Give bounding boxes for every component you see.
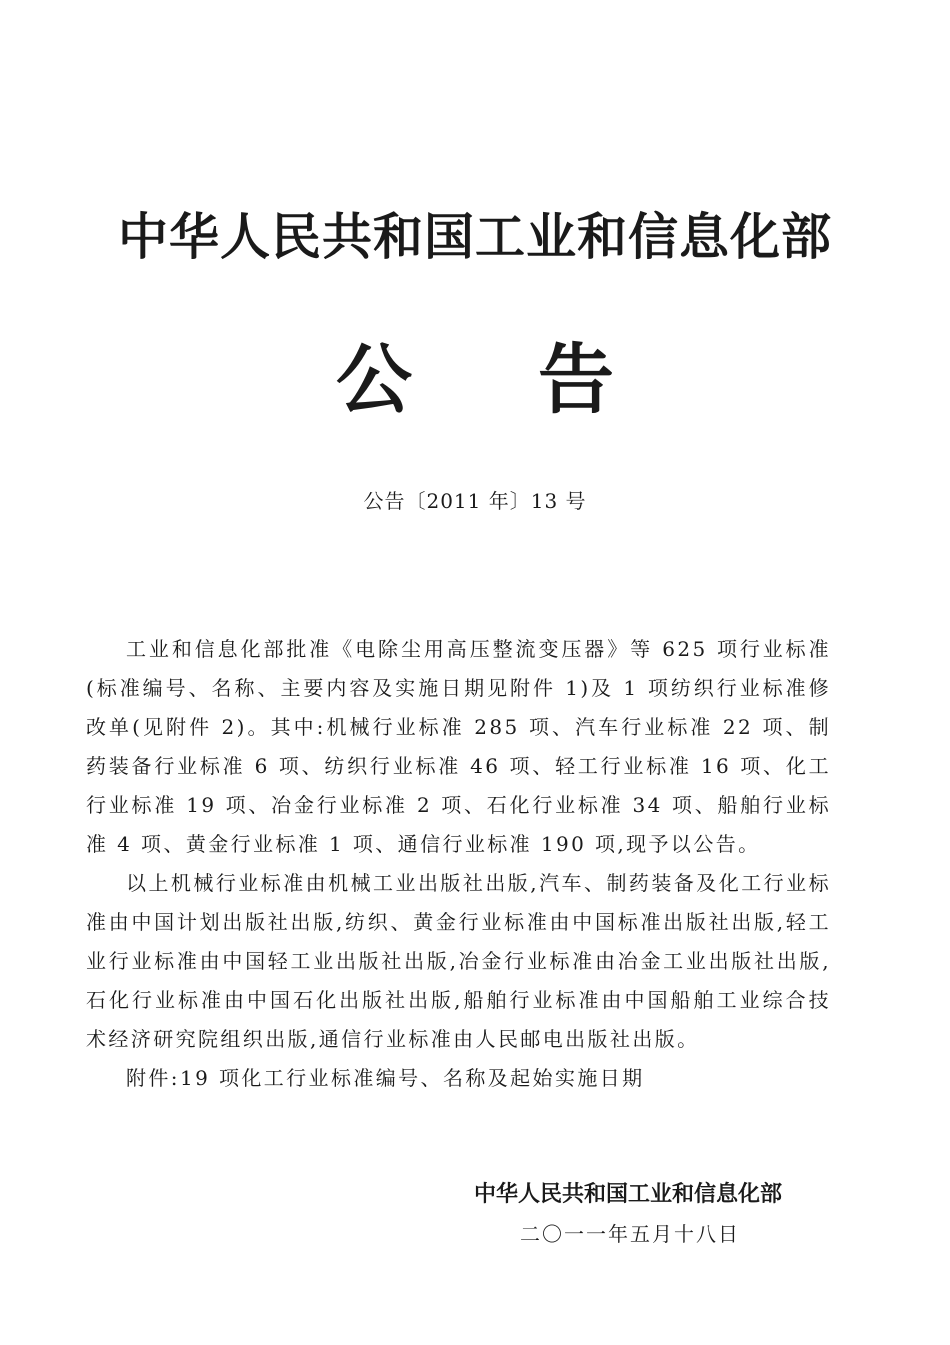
document-number: 公告〔2011 年〕13 号 xyxy=(363,489,587,513)
signature-organization: 中华人民共和国工业和信息化部 xyxy=(473,1182,782,1207)
heading-char-1: 公 xyxy=(336,335,412,424)
issuer-title: 中华人民共和国工业和信息化部 xyxy=(118,208,832,266)
body-paragraph-approval: 工业和信息化部批准《电除尘用高压整流变压器》等 625 项行业标准(标准编号、名称、主要内容及实施日期见附件 1)及 1 项纺织行业标准修改单(见附件 2)。其中:机械行业标准 285 项、汽车行业标准 22 项、制药装备行业标准 6 项、纺织行业标准 46 项、轻工行业标准 16 项、化工行业标准 19 项、冶金行业标准 2 项、石化行业标准 34 项、船舶行业标准 4 项、黄金行业标准 1 项、通信行业标准 190 项,现予以公告。 xyxy=(86,637,831,856)
document-body xyxy=(86,630,831,1098)
body-paragraph-publishers: 以上机械行业标准由机械工业出版社出版,汽车、制药装备及化工行业标准由中国计划出版社出版,纺织、黄金行业标准由中国标准出版社出版,轻工业行业标准由中国轻工业出版社出版,冶金行业标准由冶金工业出版社出版,石化行业标准由中国石化出版社出版,船舶行业标准由中国船舶工业综合技术经济研究院组织出版,通信行业标准由人民邮电出版社出版。 xyxy=(86,871,831,1051)
body-paragraph-attachment: 附件:19 项化工行业标准编号、名称及起始实施日期 xyxy=(126,1066,645,1090)
heading-char-2: 告 xyxy=(538,335,614,424)
announcement-heading xyxy=(0,334,950,426)
signature-date: 二〇一一年五月十八日 xyxy=(520,1222,740,1246)
